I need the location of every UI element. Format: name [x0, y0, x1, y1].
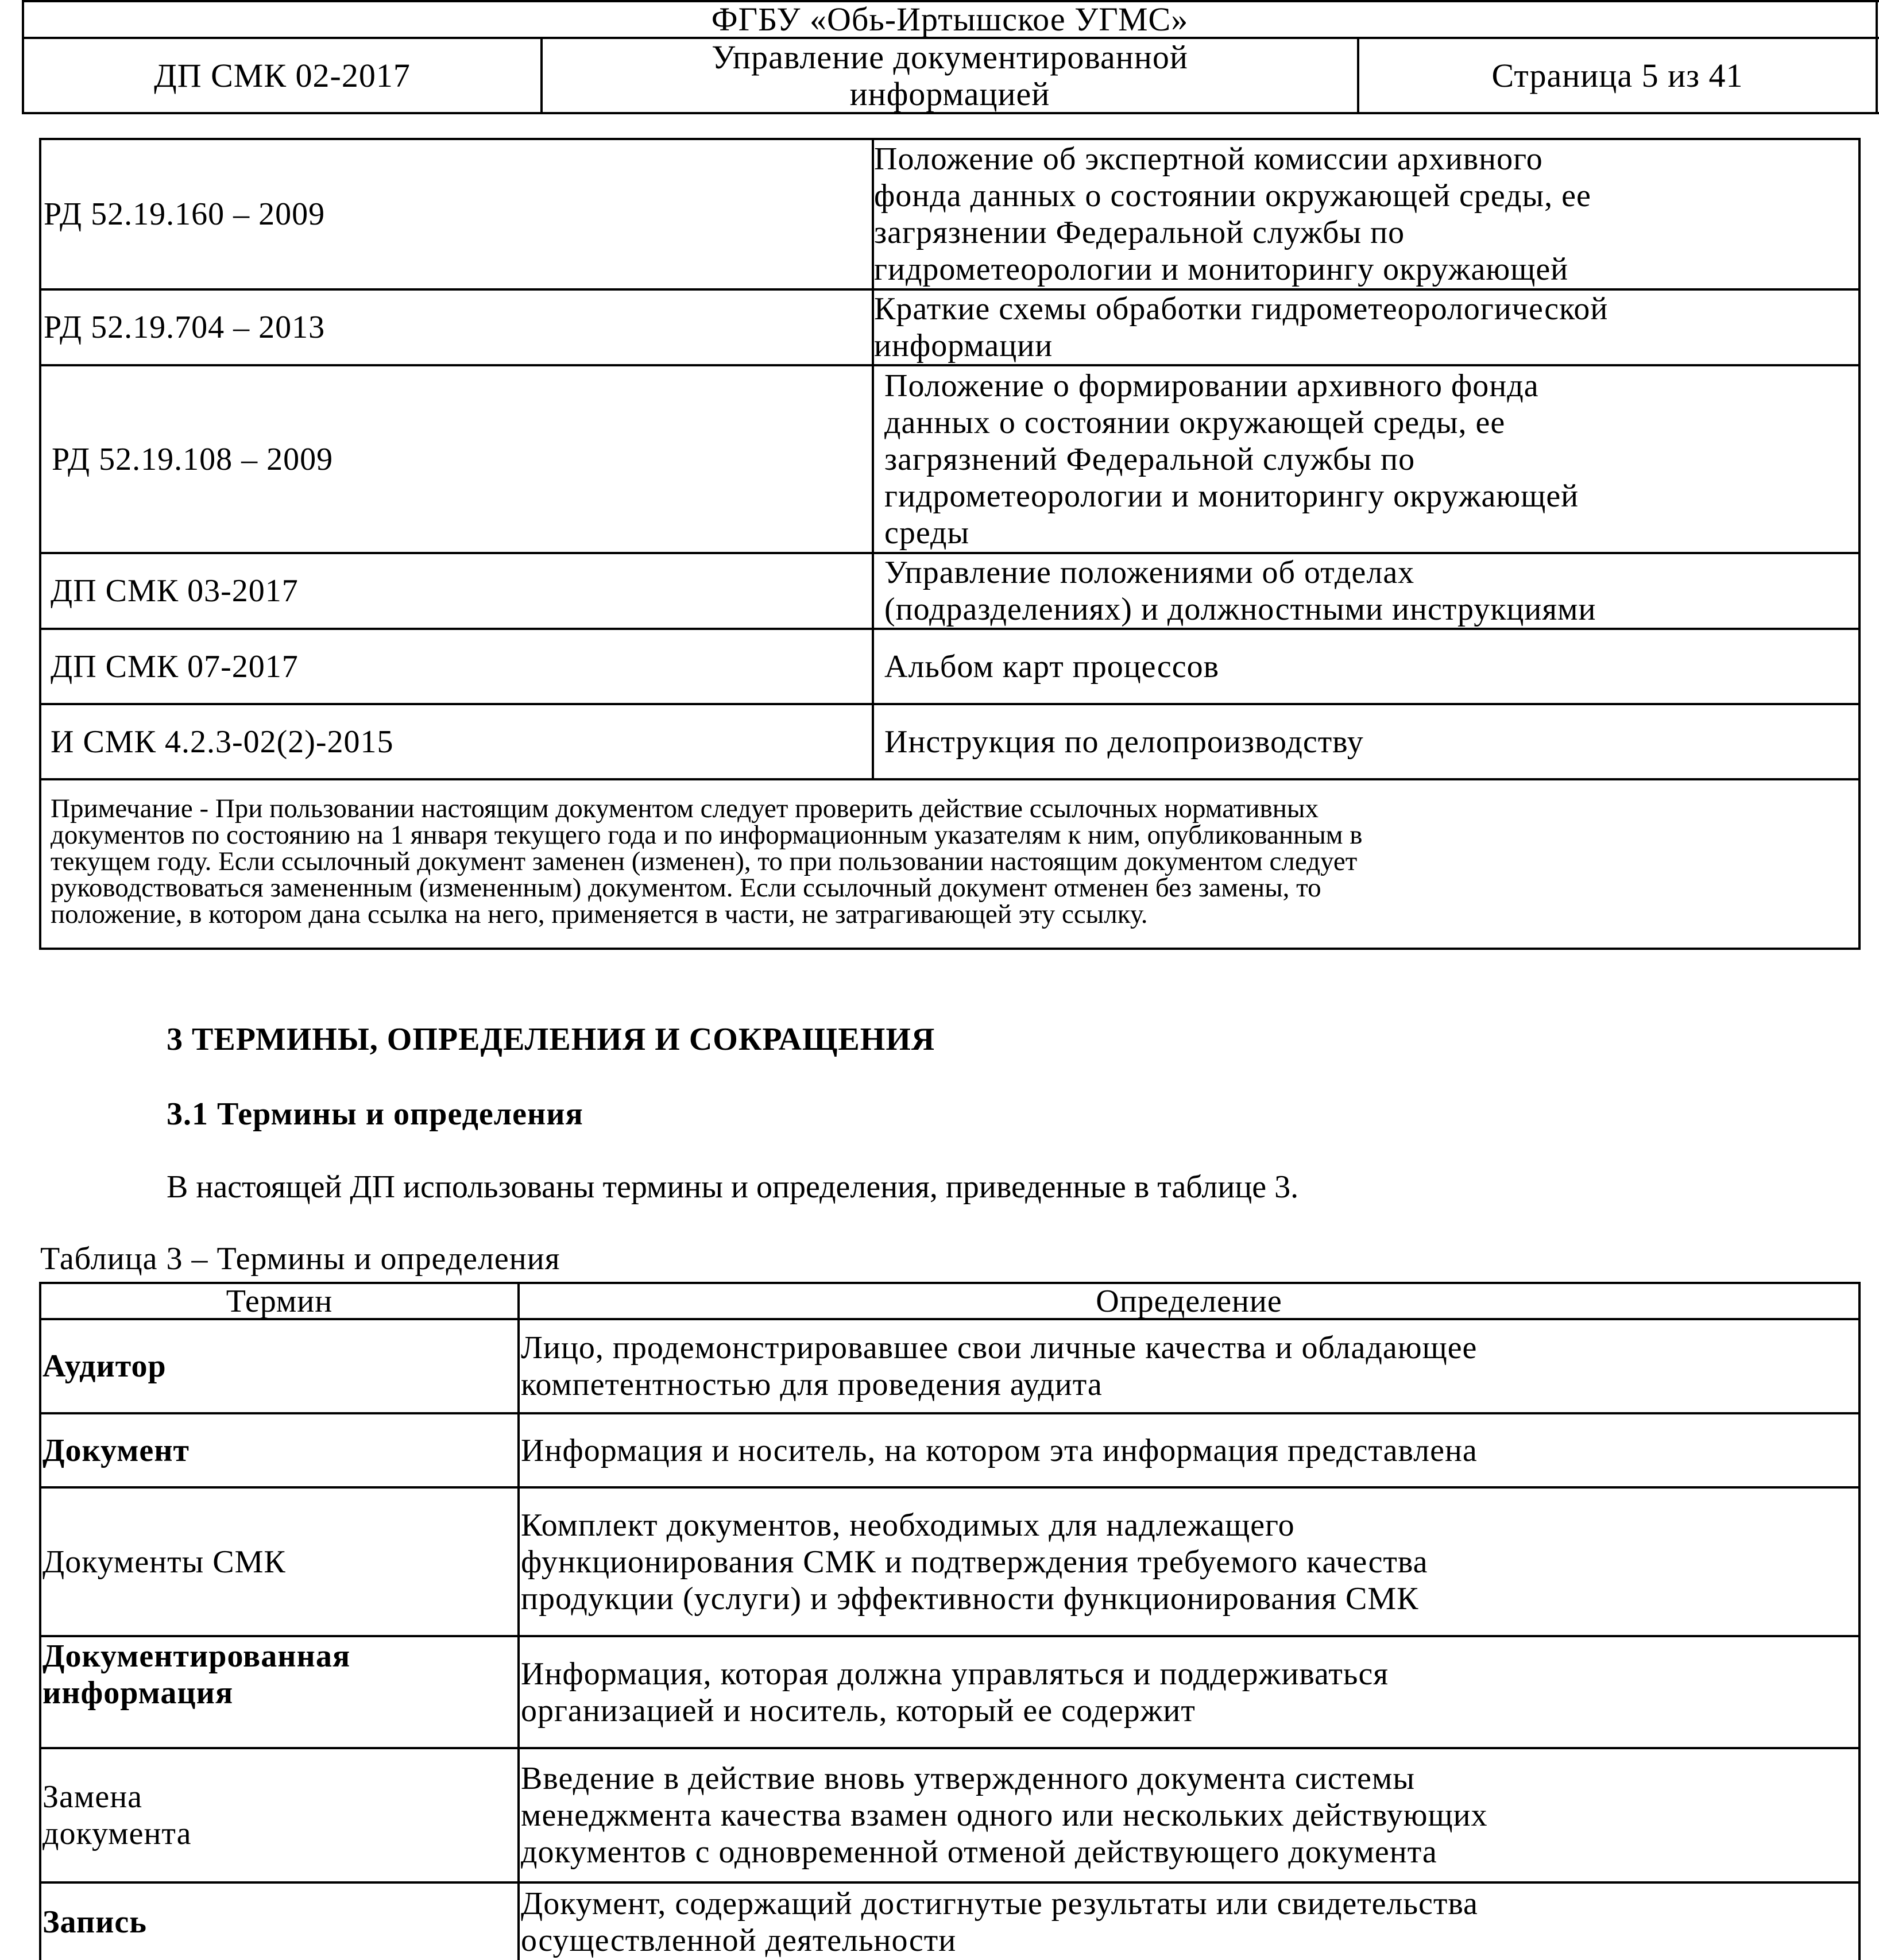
column-header-term: Термин [226, 1284, 333, 1318]
term-cell: Документы СМК [42, 1544, 286, 1580]
reference-title: Управление положениями об отделах (подразделениях) и должностными инструкциями [884, 555, 1596, 627]
reference-title: Альбом карт процессов [884, 648, 1220, 685]
definition-cell: Информация, которая должна управляться и поддерживаться организацией и носитель, который ее содержит [521, 1656, 1389, 1729]
term-cell: Аудитор [42, 1348, 167, 1384]
table-caption: Таблица 3 – Термины и определения [40, 1241, 560, 1277]
reference-title: Инструкция по делопроизводству [884, 724, 1364, 760]
reference-code: РД 52.19.160 – 2009 [44, 196, 326, 232]
reference-title: Положение о формировании архивного фонда данных о состоянии окружающей среды, ее загрязнений Федеральной службы по гидрометеорологии и мониторингу окружающей среды [884, 368, 1579, 551]
reference-code: ДП СМК 07-2017 [51, 648, 299, 685]
definition-cell: Документ, содержащий достигнутые результаты или свидетельства осуществленной деятельности [521, 1885, 1478, 1958]
term-cell: Запись [42, 1904, 147, 1940]
reference-title: Краткие схемы обработки гидрометеорологической информации [874, 291, 1609, 364]
term-cell: Замена документа [42, 1779, 192, 1851]
document-code: ДП СМК 02-2017 [154, 56, 411, 94]
reference-code: РД 52.19.704 – 2013 [44, 310, 326, 345]
reference-code: ДП СМК 03-2017 [51, 573, 299, 609]
organization-name: ФГБУ «Обь-Иртышское УГМС» [711, 2, 1189, 37]
term-cell: Документ [42, 1432, 190, 1468]
definition-cell: Комплект документов, необходимых для надлежащего функционирования СМК и подтверждения требуемого качества продукции (услуги) и эффективности функционирования СМК [521, 1507, 1428, 1617]
term-cell: Документированная информация [42, 1638, 351, 1711]
section-subheading: 3.1 Термины и определения [167, 1096, 583, 1132]
reference-note: Примечание - При пользовании настоящим документом следует проверить действие ссылочных нормативных документов по состоянию на 1 января текущего года и по информационным указателям к ним, опубликованным в текущем году. Если ссылочный документ заменен (изменен), то при пользовании настоящим документом следует руководствоваться замененным (измененным) документом. Если ссылочный документ отменен без замены, то положение, в котором дана ссылка на него, применяется в части, не затрагивающей эту ссылку. [51, 794, 1363, 929]
definition-cell: Введение в действие вновь утвержденного документа системы менеджмента качества взамен одного или нескольких действующих документов с одновременной отменой действующего документа [521, 1761, 1488, 1870]
reference-code: И СМК 4.2.3-02(2)-2015 [51, 724, 394, 760]
section-paragraph: В настоящей ДП использованы термины и определения, приведенные в таблице 3. [167, 1169, 1299, 1205]
section-heading: 3 ТЕРМИНЫ, ОПРЕДЕЛЕНИЯ И СОКРАЩЕНИЯ [167, 1022, 935, 1057]
reference-title: Положение об экспертной комиссии архивного фонда данных о состоянии окружающей среды, ее загрязнении Федеральной службы по гидрометеорологии и мониторингу окружающей [874, 141, 1591, 287]
column-header-definition: Определение [1096, 1284, 1282, 1318]
definition-cell: Лицо, продемонстрировавшее свои личные качества и обладающее компетентностью для проведения аудита [521, 1330, 1478, 1402]
reference-code: РД 52.19.108 – 2009 [52, 441, 334, 477]
definition-cell: Информация и носитель, на котором эта информация представлена [521, 1432, 1478, 1468]
page-number: Страница 5 из 41 [1491, 56, 1743, 94]
document-title: Управление документированной информацией [712, 39, 1188, 112]
